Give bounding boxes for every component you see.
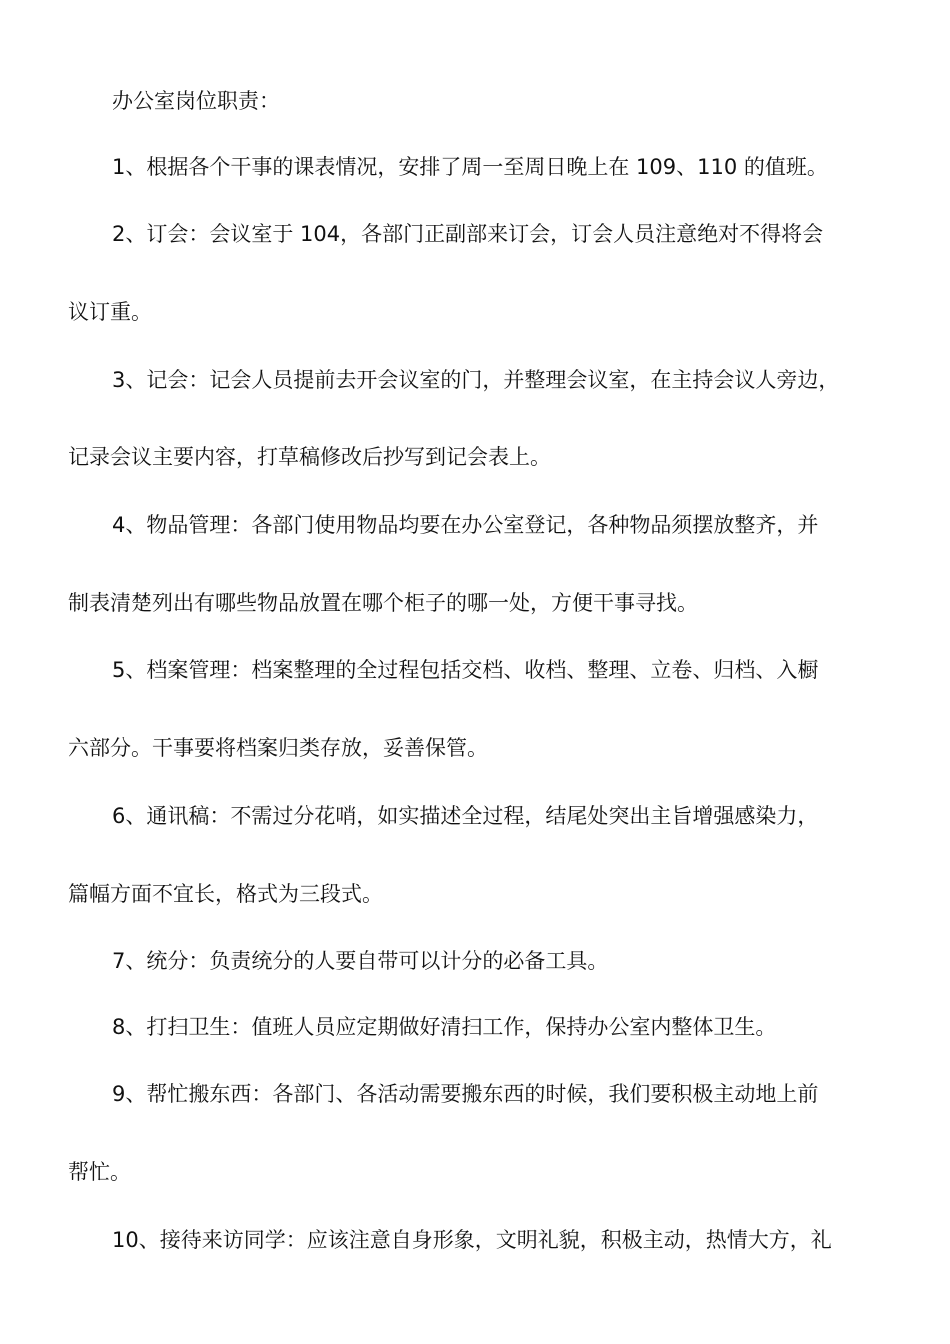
item-6-line-1: 6、通讯稿：不需过分花哨，如实描述全过程，结尾处突出主旨增强感染力， xyxy=(112,804,819,828)
item-9-line-1: 9、帮忙搬东西：各部门、各活动需要搬东西的时候，我们要积极主动地上前 xyxy=(112,1082,819,1106)
item-5-line-1: 5、档案管理：档案整理的全过程包括交档、收档、整理、立卷、归档、入橱 xyxy=(112,658,819,682)
item-3-line-2: 记录会议主要内容，打草稿修改后抄写到记会表上。 xyxy=(68,445,551,469)
item-8-line-1: 8、打扫卫生：值班人员应定期做好清扫工作，保持办公室内整体卫生。 xyxy=(112,1015,777,1039)
item-5-line-2: 六部分。干事要将档案归类存放，妥善保管。 xyxy=(68,736,488,760)
item-7-line-1: 7、统分：负责统分的人要自带可以计分的必备工具。 xyxy=(112,949,609,973)
item-1-line-1: 1、根据各个干事的课表情况，安排了周一至周日晚上在 109、110 的值班。 xyxy=(112,155,828,179)
item-4-line-1: 4、物品管理：各部门使用物品均要在办公室登记，各种物品须摆放整齐，并 xyxy=(112,513,819,537)
item-2-line-1: 2、订会：会议室于 104，各部门正副部来订会，订会人员注意绝对不得将会 xyxy=(112,222,824,246)
item-2-line-2: 议订重。 xyxy=(68,300,152,324)
item-6-line-2: 篇幅方面不宜长，格式为三段式。 xyxy=(68,882,383,906)
item-9-line-2: 帮忙。 xyxy=(68,1160,131,1184)
item-10-line-1: 10、接待来访同学：应该注意自身形象，文明礼貌，积极主动，热情大方，礼 xyxy=(112,1228,832,1252)
item-3-line-1: 3、记会：记会人员提前去开会议室的门，并整理会议室，在主持会议人旁边， xyxy=(112,368,840,392)
document-title: 办公室岗位职责： xyxy=(112,89,280,113)
item-4-line-2: 制表清楚列出有哪些物品放置在哪个柜子的哪一处，方便干事寻找。 xyxy=(68,591,698,615)
